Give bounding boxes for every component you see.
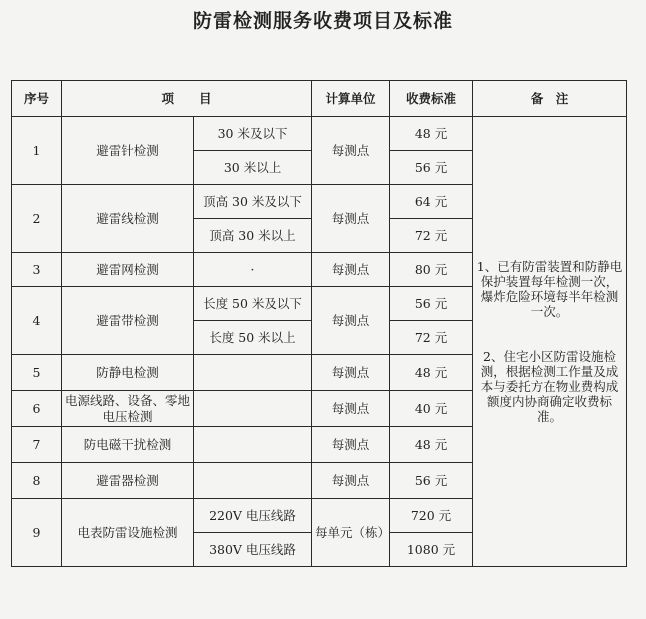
row-fee: 56 元 [390, 287, 473, 321]
note-2: 2、住宅小区防雷设施检测，根据检测工作量及成本与委托方在物业费构成额度内协商确定收费标准。 [480, 349, 619, 424]
table-header-row [12, 81, 627, 117]
row-fee: 72 元 [390, 321, 473, 355]
row-unit: 每测点 [312, 253, 390, 287]
row-seq: 6 [12, 391, 62, 427]
row-unit: 每测点 [312, 355, 390, 391]
row-item: 避雷带检测 [62, 287, 194, 355]
header-seq: 序号 [12, 81, 62, 117]
row-sub-item [194, 427, 312, 463]
notes-cell [473, 117, 627, 567]
row-item: 防静电检测 [62, 355, 194, 391]
row-item: 防电磁干扰检测 [62, 427, 194, 463]
row-seq: 3 [12, 253, 62, 287]
row-sub-item: 长度 50 米及以下 [194, 287, 312, 321]
row-seq: 1 [12, 117, 62, 185]
row-seq: 7 [12, 427, 62, 463]
row-item: 避雷针检测 [62, 117, 194, 185]
row-sub-item [194, 463, 312, 499]
row-sub-item [194, 355, 312, 391]
row-seq: 2 [12, 185, 62, 253]
row-unit: 每测点 [312, 463, 390, 499]
row-fee: 48 元 [390, 427, 473, 463]
row-unit: 每测点 [312, 391, 390, 427]
row-fee: 1080 元 [390, 533, 473, 567]
row-fee: 40 元 [390, 391, 473, 427]
row-seq: 8 [12, 463, 62, 499]
row-fee: 56 元 [390, 463, 473, 499]
document-title: 防雷检测服务收费项目及标准 [192, 10, 453, 32]
row-sub-item: 长度 50 米以上 [194, 321, 312, 355]
row-item: 避雷网检测 [62, 253, 194, 287]
row-fee: 56 元 [390, 151, 473, 185]
row-sub-item: 顶高 30 米及以下 [194, 185, 312, 219]
row-sub-item: 30 米以上 [194, 151, 312, 185]
row-fee: 720 元 [390, 499, 473, 533]
table-row [12, 117, 627, 151]
row-seq: 4 [12, 287, 62, 355]
row-unit: 每测点 [312, 185, 390, 253]
row-item: 避雷器检测 [62, 463, 194, 499]
row-sub-item [194, 391, 312, 427]
row-sub-item: 380V 电压线路 [194, 533, 312, 567]
row-sub-item: 顶高 30 米以上 [194, 219, 312, 253]
row-fee: 48 元 [390, 355, 473, 391]
row-item: 电表防雷设施检测 [62, 499, 194, 567]
row-fee: 72 元 [390, 219, 473, 253]
row-item: 电源线路、设备、零地电压检测 [62, 391, 194, 427]
row-sub-item: · [194, 253, 312, 287]
row-fee: 64 元 [390, 185, 473, 219]
note-1: 1、已有防雷装置和防静电保护装置每年检测一次，爆炸危险环境每半年检测一次。 [476, 259, 623, 319]
row-seq: 9 [12, 499, 62, 567]
header-item: 项 目 [62, 81, 312, 117]
row-fee: 48 元 [390, 117, 473, 151]
row-sub-item: 220V 电压线路 [194, 499, 312, 533]
header-fee: 收费标准 [390, 81, 473, 117]
row-sub-item: 30 米及以下 [194, 117, 312, 151]
row-unit: 每测点 [312, 287, 390, 355]
row-fee: 80 元 [390, 253, 473, 287]
row-unit: 每测点 [312, 427, 390, 463]
header-unit: 计算单位 [312, 81, 390, 117]
fee-table [11, 80, 627, 567]
row-item: 避雷线检测 [62, 185, 194, 253]
header-note: 备 注 [473, 81, 627, 117]
row-unit: 每单元（栋） [312, 499, 390, 567]
row-seq: 5 [12, 355, 62, 391]
row-unit: 每测点 [312, 117, 390, 185]
